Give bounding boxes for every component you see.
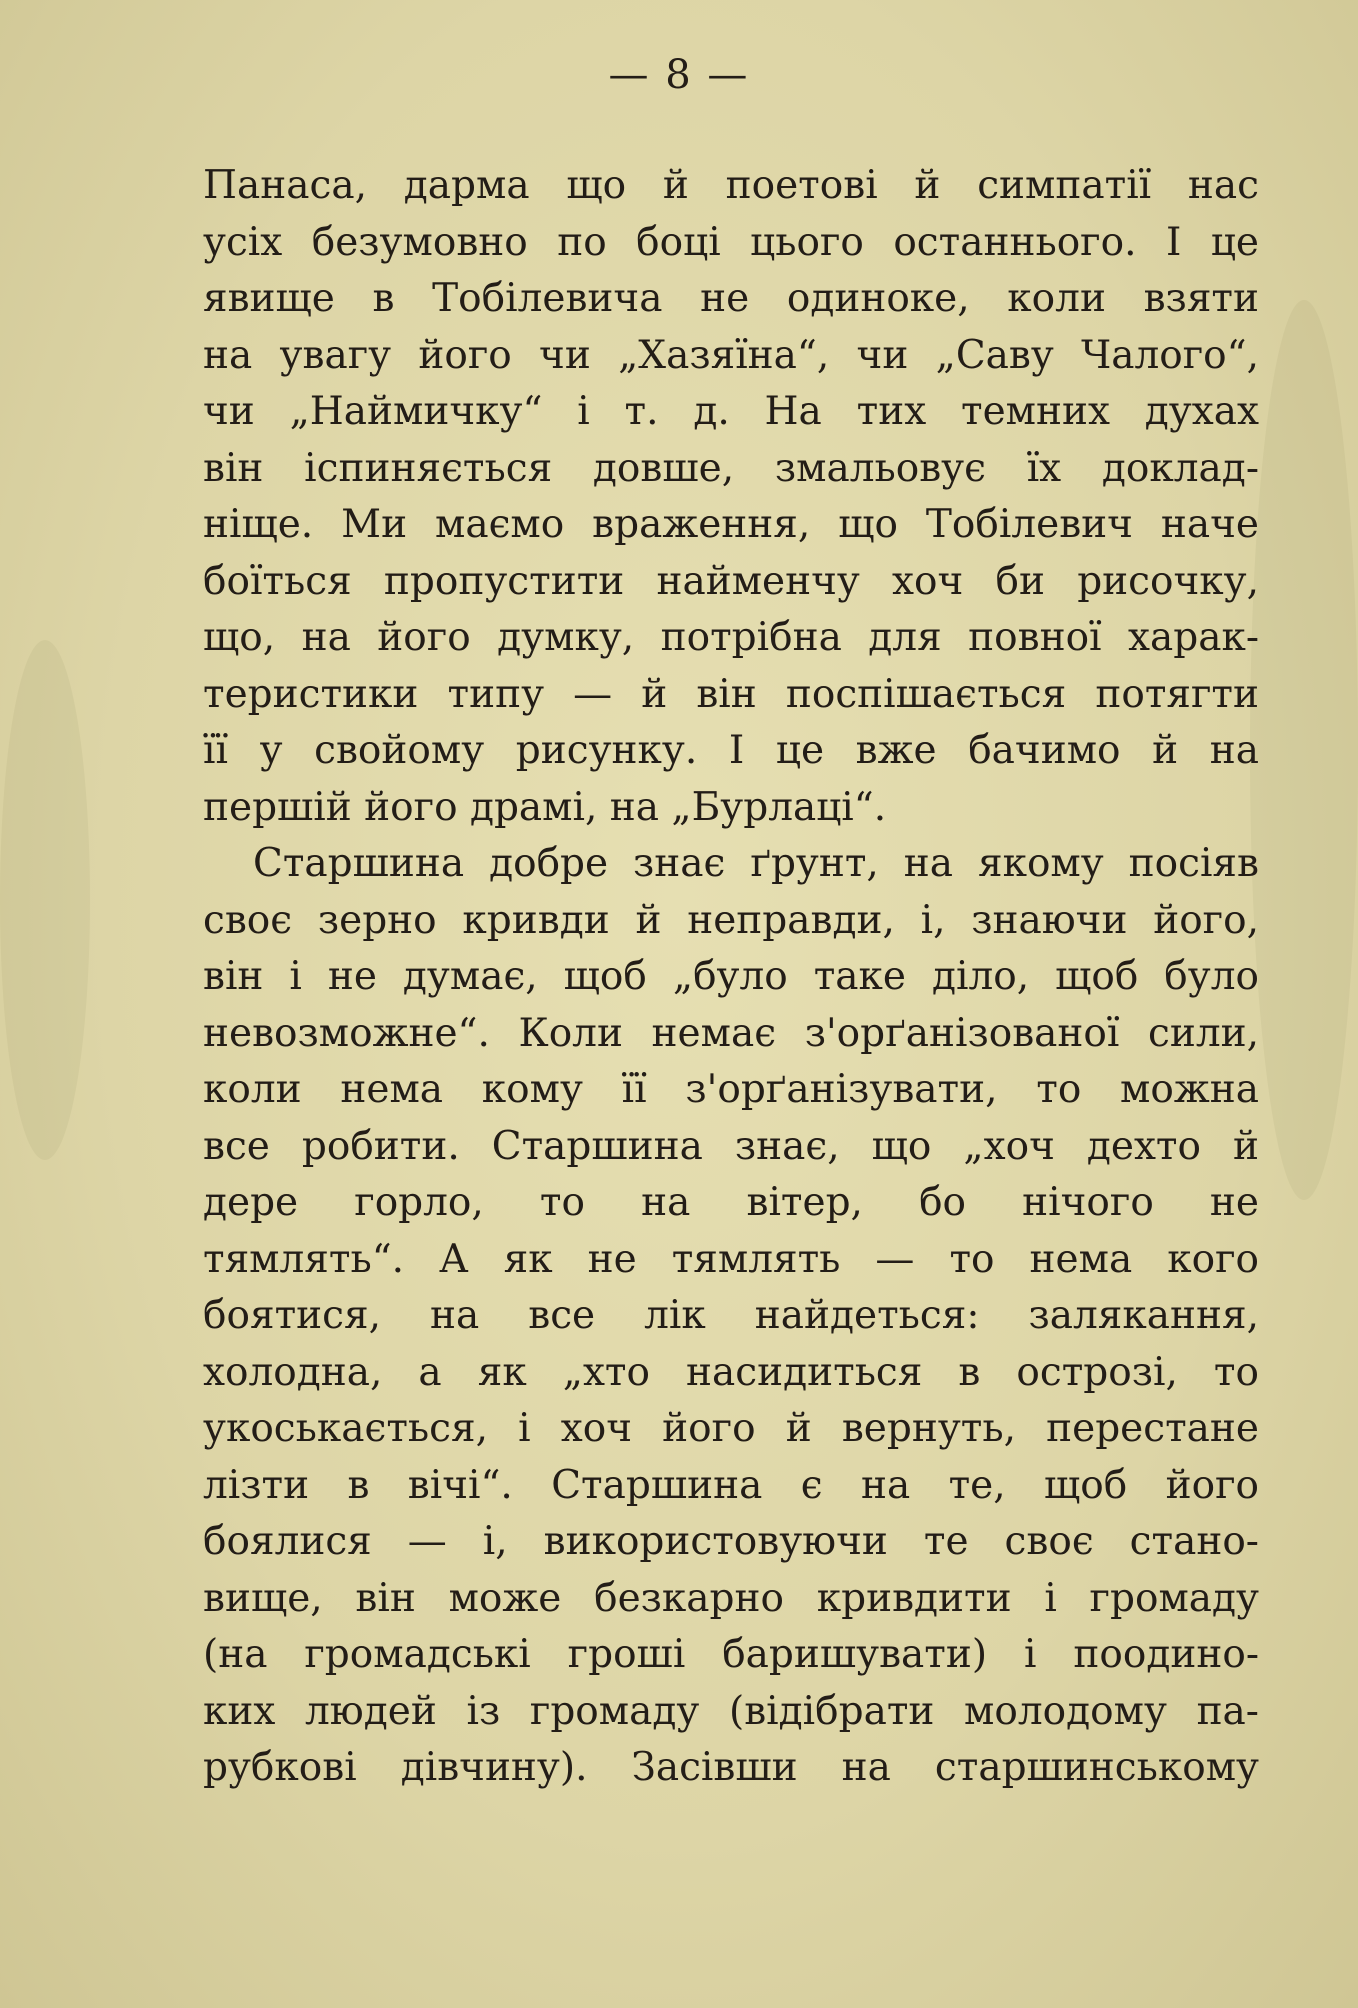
- text-line: боятися, на все лік найдеться: залякання,: [203, 1293, 1259, 1338]
- text-line: рубкові дівчину). Засівши на старшинському: [203, 1745, 1259, 1790]
- text-line: коли нема кому її з'орґанізувати, то можна: [203, 1067, 1259, 1112]
- paper-stain: [0, 640, 90, 1160]
- text-line: Панаса, дарма що й поетові й симпатії нас: [203, 163, 1259, 208]
- paper-stain: [1250, 300, 1358, 1200]
- text-line: лізти в вічі“. Старшина є на те, щоб його: [203, 1462, 1259, 1508]
- text-line: теристики типу — й він поспішається потягти: [203, 671, 1259, 717]
- text-line: вище, він може безкарно кривдити і громаду: [203, 1575, 1259, 1621]
- text-line: на увагу його чи „Хазяїна“, чи „Саву Чалого“,: [203, 332, 1259, 378]
- paragraph: [203, 836, 1259, 1797]
- text-line: дере горло, то на вітер, бо нічого не: [203, 1180, 1259, 1225]
- text-line: усіх безумовно по боці цього останнього. І це: [203, 219, 1259, 265]
- text-line: що, на його думку, потрібна для повної харак-: [203, 615, 1259, 660]
- text-line: ких людей із громаду (відібрати молодому па-: [203, 1688, 1259, 1734]
- text-line: він і не думає, щоб „було таке діло, щоб було: [203, 954, 1259, 999]
- text-line: невозможне“. Коли немає з'орґанізованої сили,: [203, 1010, 1259, 1056]
- text-line: її у свойому рисунку. І це вже бачимо й на: [203, 728, 1259, 773]
- text-line: Старшина добре знає ґрунт, на якому посіяв: [253, 841, 1259, 886]
- text-line: тямлять“. А як не тямлять — то нема кого: [203, 1236, 1259, 1282]
- text-line: (на громадські гроші баришувати) і поодино-: [203, 1632, 1259, 1677]
- text-line: все робити. Старшина знає, що „хоч дехто й: [203, 1123, 1259, 1169]
- text-line: укоськається, і хоч його й вернуть, перестане: [203, 1406, 1259, 1451]
- paragraph: [203, 158, 1259, 836]
- text-line: боялися — і, використовуючи те своє стано-: [203, 1519, 1259, 1564]
- text-line: явище в Тобілевича не одиноке, коли взяти: [203, 276, 1259, 321]
- text-line: він іспиняється довше, змальовує їх доклад-: [203, 445, 1259, 491]
- text-line: першій його драмі, на „Бурлаці“.: [203, 784, 887, 830]
- text-line: своє зерно кривди й неправди, і, знаючи його,: [203, 897, 1259, 943]
- text-line: чи „Наймичку“ і т. д. На тих темних духах: [203, 389, 1259, 434]
- text-line: боїться пропустити найменчу хоч би рисочку,: [203, 558, 1259, 604]
- body-text: [203, 158, 1259, 1797]
- text-line: ніще. Ми маємо враження, що Тобілевич наче: [203, 502, 1259, 547]
- text-line: холодна, а як „хто насидиться в острозі, то: [203, 1349, 1259, 1395]
- page-number: — 8 —: [608, 52, 750, 98]
